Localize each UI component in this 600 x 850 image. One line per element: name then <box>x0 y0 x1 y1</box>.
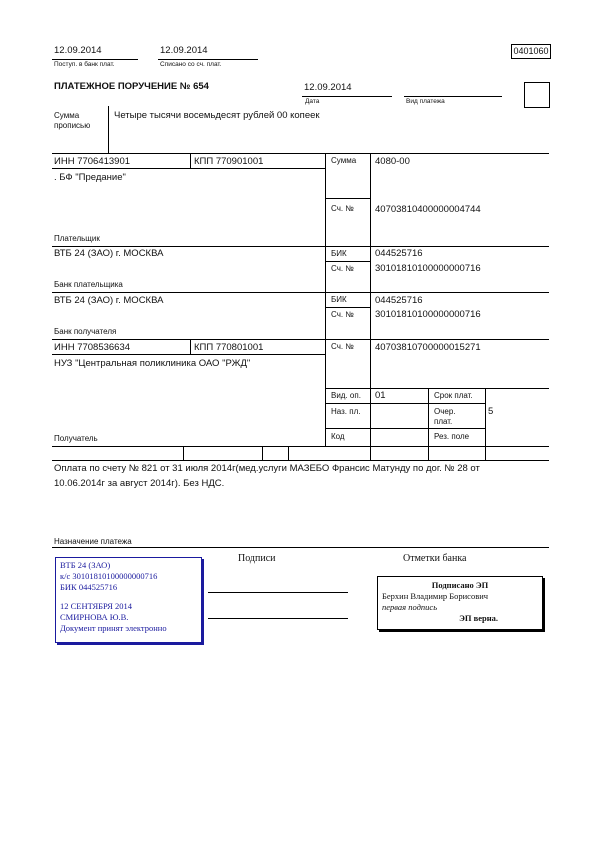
payee-bank-name: ВТБ 24 (ЗАО) г. МОСКВА <box>54 295 164 306</box>
purpose-line-1: Оплата по счету № 821 от 31 июля 2014г(мед.услуги МАЗЕБО Франсис Матунду по дог. № 28 от <box>54 463 480 474</box>
grid-line-tax <box>52 460 549 461</box>
date-label: Дата <box>305 98 320 105</box>
code-label: Код <box>331 432 345 441</box>
payment-type-line <box>404 96 502 97</box>
amount-words-label-2: прописью <box>54 121 91 130</box>
payee-kpp: КПП 770801001 <box>194 342 264 353</box>
grid-line-payee-bank-bik <box>325 307 370 308</box>
grid-col-kpp <box>190 153 191 168</box>
grid-line-codes-top <box>325 388 549 389</box>
purpose-label: Назначение платежа <box>54 537 132 546</box>
tax-tick-6 <box>485 446 486 460</box>
payee-bank-bik: 044525716 <box>375 295 423 306</box>
signatures-label: Подписи <box>238 553 276 564</box>
signature-line-2 <box>208 618 348 619</box>
amount-words-label-1: Сумма <box>54 111 80 120</box>
payer-account: 40703810400000004744 <box>375 204 481 215</box>
payee-bank-account: 30101810100000000716 <box>375 309 481 320</box>
payer-name: . БФ "Предание" <box>54 172 126 183</box>
grid-line-top <box>52 153 549 154</box>
payer-bank-label: Банк плательщика <box>54 280 123 289</box>
payer-kpp: КПП 770901001 <box>194 156 264 167</box>
grid-line-payer-bank-bik <box>325 261 370 262</box>
form-code: 0401060 <box>511 44 551 59</box>
amount-value: 4080-00 <box>375 156 410 167</box>
date-line <box>302 96 392 97</box>
grid-line-payer <box>52 246 549 247</box>
grid-col-payee-kpp <box>190 339 191 354</box>
tax-tick-4 <box>370 446 371 460</box>
reserve-label: Рез. поле <box>434 432 470 441</box>
tax-tick-1 <box>183 446 184 460</box>
payee-bank-bik-label: БИК <box>331 295 347 304</box>
esign-status: ЭП верна. <box>459 613 498 623</box>
amount-words-value: Четыре тысячи восемьдесят рублей 00 копеек <box>114 110 320 121</box>
priority-label-2: плат. <box>434 417 453 426</box>
signature-line-1 <box>208 592 348 593</box>
payer-label: Плательщик <box>54 234 100 243</box>
document-title: ПЛАТЕЖНОЕ ПОРУЧЕНИЕ № 654 <box>54 81 209 92</box>
grid-col-codes-right <box>485 388 486 446</box>
payer-inn: ИНН 7706413901 <box>54 156 131 167</box>
payer-bank-account-label: Сч. № <box>331 264 354 273</box>
payee-bank-account-label: Сч. № <box>331 310 354 319</box>
esign-title: Подписано ЭП <box>431 580 489 590</box>
priority-label-1: Очер. <box>434 407 456 416</box>
payee-account: 40703810700000015271 <box>375 342 481 353</box>
debited-date: 12.09.2014 <box>160 45 208 56</box>
received-label: Поступ. в банк плат. <box>54 61 115 68</box>
stamp-date: 12 СЕНТЯБРЯ 2014 <box>60 601 133 611</box>
payee-account-label: Сч. № <box>331 342 354 351</box>
payee-bank-label: Банк получателя <box>54 327 117 336</box>
payer-bank-bik: 044525716 <box>375 248 423 259</box>
debited-date-line <box>158 59 258 60</box>
payee-label: Получатель <box>54 434 98 443</box>
payer-bank-bik-label: БИК <box>331 249 347 258</box>
esign-box <box>377 576 543 630</box>
payment-type-label: Вид платежа <box>406 98 445 105</box>
payee-name: НУЗ "Центральная поликлиника ОАО "РЖД" <box>54 358 251 369</box>
payment-type-box <box>524 82 550 108</box>
grid-col-values <box>370 153 371 446</box>
bank-marks-label: Отметки банка <box>403 553 467 564</box>
priority-value: 5 <box>488 406 494 417</box>
received-date-line <box>52 59 138 60</box>
payee-inn: ИНН 7708536634 <box>54 342 131 353</box>
payer-account-label: Сч. № <box>331 204 354 213</box>
op-type-label: Вид. оп. <box>331 391 361 400</box>
tax-tick-3 <box>288 446 289 460</box>
received-date: 12.09.2014 <box>54 45 102 56</box>
grid-line-codes-low <box>325 428 485 429</box>
bank-stamp <box>55 557 202 643</box>
amount-label: Сумма <box>331 156 357 165</box>
op-type-value: 01 <box>375 390 386 401</box>
grid-line-bottom <box>52 446 549 447</box>
payer-bank-name: ВТБ 24 (ЗАО) г. МОСКВА <box>54 248 164 259</box>
grid-col-codes-mid <box>428 388 429 446</box>
grid-col-main <box>325 153 326 446</box>
stamp-bik: БИК 044525716 <box>60 582 118 592</box>
tax-tick-2 <box>262 446 263 460</box>
esign-role: первая подпись <box>382 602 438 612</box>
stamp-bank-name: ВТБ 24 (ЗАО) <box>60 560 111 570</box>
purpose-code-label: Наз. пл. <box>331 407 361 416</box>
esign-name: Берхин Владимир Борисович <box>382 591 489 601</box>
tax-tick-5 <box>428 446 429 460</box>
grid-line-codes-mid <box>325 403 485 404</box>
amount-words-divider <box>108 106 109 153</box>
debited-label: Списано со сч. плат. <box>160 61 222 68</box>
grid-line-payee-bank <box>52 339 549 340</box>
document-date: 12.09.2014 <box>304 82 352 93</box>
grid-line-payee-inn <box>52 354 325 355</box>
purpose-line-bottom <box>52 547 549 548</box>
stamp-corr-account: к/с 30101810100000000716 <box>60 571 158 581</box>
purpose-line-2: 10.06.2014г за август 2014г). Без НДС. <box>54 478 225 489</box>
stamp-officer: СМИРНОВА Ю.В. <box>60 612 129 622</box>
payer-bank-account: 30101810100000000716 <box>375 263 481 274</box>
grid-line-amount <box>325 198 370 199</box>
deadline-label: Срок плат. <box>434 391 473 400</box>
grid-line-payer-bank <box>52 292 549 293</box>
stamp-note: Документ принят электронно <box>60 623 167 633</box>
grid-line-inn <box>52 168 325 169</box>
